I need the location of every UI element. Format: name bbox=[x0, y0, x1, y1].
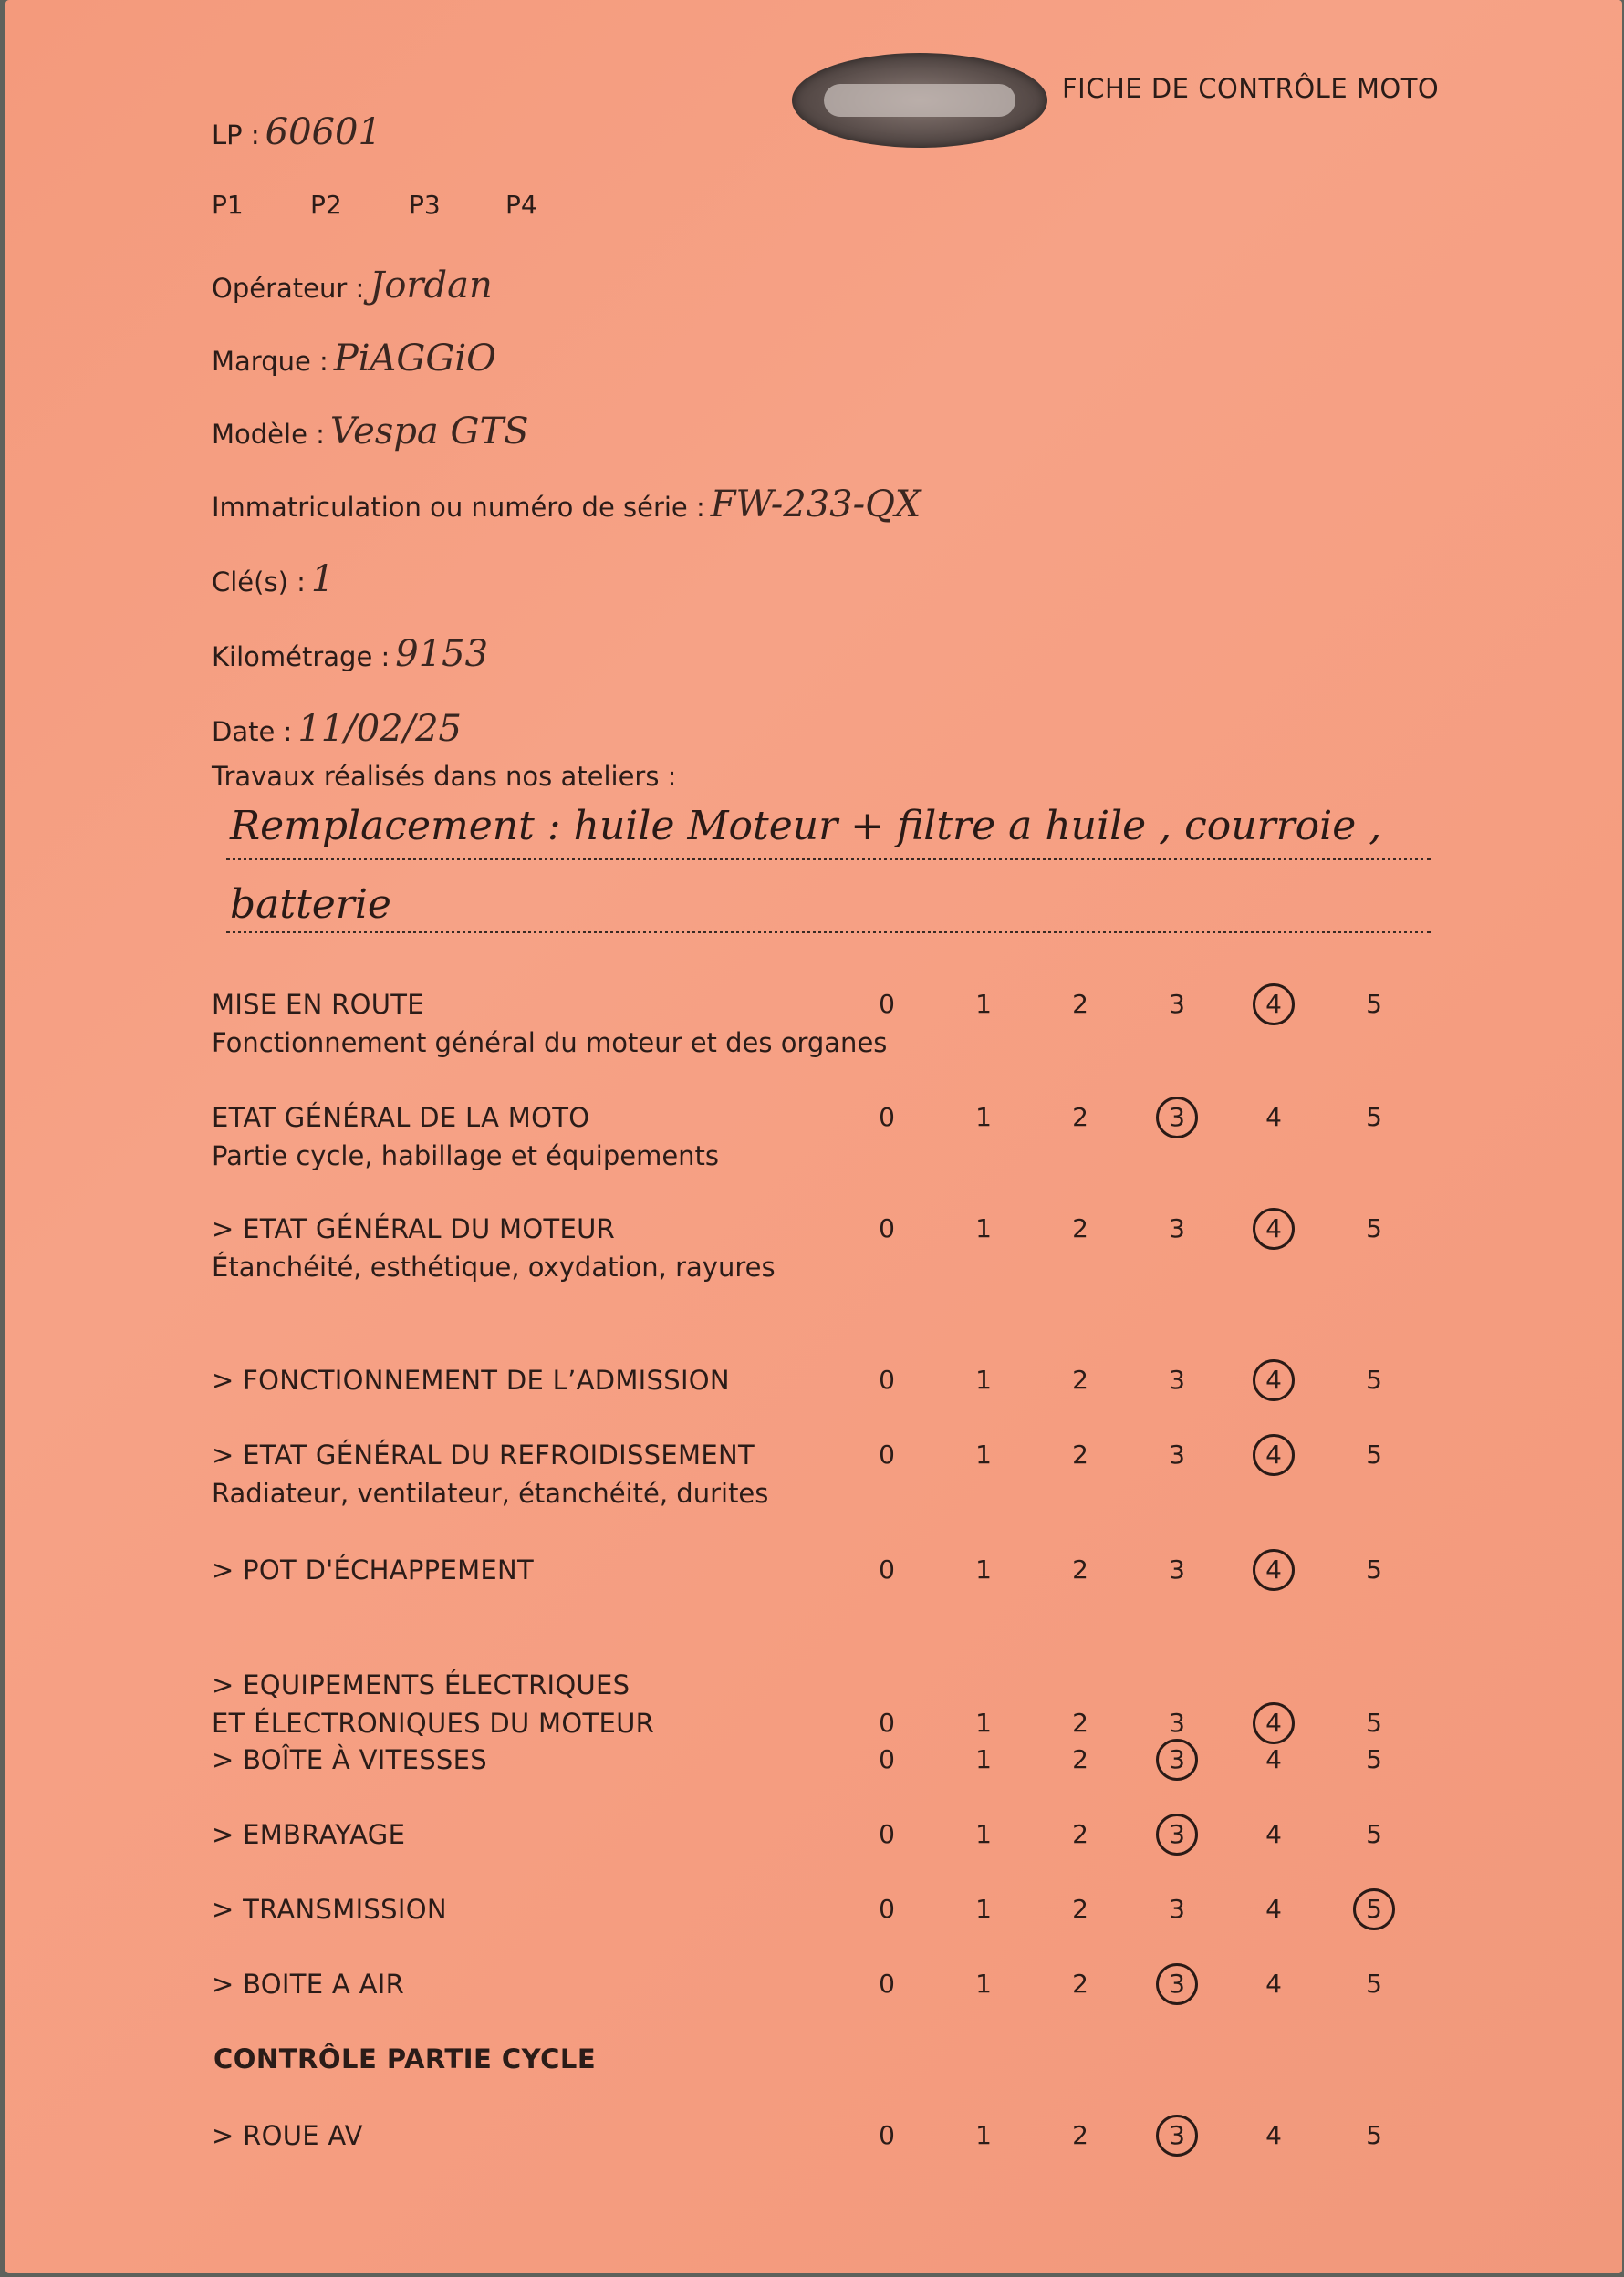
score-3-pot-d-échappement: 3 bbox=[1169, 1554, 1185, 1585]
row-title-boîte-à-vitesses: > BOÎTE À VITESSES bbox=[212, 1744, 487, 1775]
score-4-embrayage: 4 bbox=[1265, 1819, 1282, 1849]
score-3-roue-av: 3 bbox=[1156, 2115, 1198, 2157]
row-title-pot-d-échappement: > POT D'ÉCHAPPEMENT bbox=[212, 1554, 535, 1586]
works-label: Travaux réalisés dans nos ateliers : bbox=[212, 761, 677, 792]
registration-value: FW-233-QX bbox=[710, 483, 921, 525]
score-2-boite-a-air: 2 bbox=[1072, 1969, 1088, 1999]
score-0-fonctionnement-de-l-admission: 0 bbox=[879, 1365, 895, 1395]
score-3-etat-général-du-refroidissement: 3 bbox=[1169, 1440, 1185, 1470]
score-0-roue-av: 0 bbox=[879, 2120, 895, 2150]
score-5-etat-général-de-la-moto: 5 bbox=[1366, 1102, 1382, 1132]
position-p3: P3 bbox=[409, 190, 441, 220]
score-5-transmission: 5 bbox=[1353, 1888, 1395, 1930]
works-line-1: Remplacement : huile Moteur + filtre a huile , courroie , bbox=[230, 803, 1382, 849]
score-5-embrayage: 5 bbox=[1366, 1819, 1382, 1849]
row-title-roue-av: > ROUE AV bbox=[212, 2120, 363, 2151]
row-title-embrayage: > EMBRAYAGE bbox=[212, 1819, 406, 1850]
score-1-pot-d-échappement: 1 bbox=[975, 1554, 992, 1585]
row-subtitle-mise-en-route: Fonctionnement général du moteur et des organes bbox=[212, 1027, 888, 1058]
score-2-pot-d-échappement: 2 bbox=[1072, 1554, 1088, 1585]
score-4-pot-d-échappement: 4 bbox=[1253, 1549, 1295, 1591]
score-3-fonctionnement-de-l-admission: 3 bbox=[1169, 1365, 1185, 1395]
row-title-etat-général-du-refroidissement: > ETAT GÉNÉRAL DU REFROIDISSEMENT bbox=[212, 1440, 755, 1471]
registration-field bbox=[212, 483, 921, 525]
position-p4: P4 bbox=[505, 190, 537, 220]
score-1-boite-a-air: 1 bbox=[975, 1969, 992, 1999]
score-4-equipements-électriques: 4 bbox=[1253, 1702, 1295, 1744]
score-2-boîte-à-vitesses: 2 bbox=[1072, 1744, 1088, 1774]
score-1-embrayage: 1 bbox=[975, 1819, 992, 1849]
date-field bbox=[212, 708, 462, 750]
score-2-equipements-électriques: 2 bbox=[1072, 1708, 1088, 1738]
lp-value: 60601 bbox=[265, 111, 381, 153]
score-3-boîte-à-vitesses: 3 bbox=[1156, 1739, 1198, 1781]
score-5-equipements-électriques: 5 bbox=[1366, 1708, 1382, 1738]
score-3-etat-général-du-moteur: 3 bbox=[1169, 1213, 1185, 1243]
score-5-etat-général-du-refroidissement: 5 bbox=[1366, 1440, 1382, 1470]
score-4-transmission: 4 bbox=[1265, 1894, 1282, 1924]
score-2-embrayage: 2 bbox=[1072, 1819, 1088, 1849]
score-0-transmission: 0 bbox=[879, 1894, 895, 1924]
score-5-roue-av: 5 bbox=[1366, 2120, 1382, 2150]
model-value: Vespa GTS bbox=[329, 411, 529, 452]
score-2-roue-av: 2 bbox=[1072, 2120, 1088, 2150]
position-p1: P1 bbox=[212, 190, 244, 220]
row-subtitle-etat-général-de-la-moto: Partie cycle, habillage et équipements bbox=[212, 1140, 720, 1171]
lp-field bbox=[212, 111, 381, 153]
score-2-mise-en-route: 2 bbox=[1072, 989, 1088, 1019]
score-3-transmission: 3 bbox=[1169, 1894, 1185, 1924]
brand-field bbox=[212, 338, 496, 380]
score-0-etat-général-du-refroidissement: 0 bbox=[879, 1440, 895, 1470]
row-title-etat-général-du-moteur: > ETAT GÉNÉRAL DU MOTEUR bbox=[212, 1213, 616, 1244]
works-dotted-line-1 bbox=[226, 858, 1431, 860]
score-1-equipements-électriques: 1 bbox=[975, 1708, 992, 1738]
score-3-boite-a-air: 3 bbox=[1156, 1963, 1198, 2005]
model-label: Modèle : bbox=[212, 419, 325, 450]
score-4-etat-général-de-la-moto: 4 bbox=[1265, 1102, 1282, 1132]
score-5-fonctionnement-de-l-admission: 5 bbox=[1366, 1365, 1382, 1395]
row-title-transmission: > TRANSMISSION bbox=[212, 1894, 447, 1925]
mileage-value: 9153 bbox=[395, 633, 489, 675]
date-value: 11/02/25 bbox=[297, 708, 462, 750]
score-3-embrayage: 3 bbox=[1156, 1814, 1198, 1856]
score-2-fonctionnement-de-l-admission: 2 bbox=[1072, 1365, 1088, 1395]
score-0-etat-général-du-moteur: 0 bbox=[879, 1213, 895, 1243]
score-5-pot-d-échappement: 5 bbox=[1366, 1554, 1382, 1585]
score-1-etat-général-du-moteur: 1 bbox=[975, 1213, 992, 1243]
score-3-equipements-électriques: 3 bbox=[1169, 1708, 1185, 1738]
works-line-2: batterie bbox=[230, 881, 391, 928]
score-0-etat-général-de-la-moto: 0 bbox=[879, 1102, 895, 1132]
works-dotted-line-2 bbox=[226, 931, 1431, 933]
score-4-mise-en-route: 4 bbox=[1253, 983, 1295, 1025]
score-0-boîte-à-vitesses: 0 bbox=[879, 1744, 895, 1774]
score-4-etat-général-du-refroidissement: 4 bbox=[1253, 1434, 1295, 1476]
row-title-mise-en-route: MISE EN ROUTE bbox=[212, 989, 424, 1020]
score-0-boite-a-air: 0 bbox=[879, 1969, 895, 1999]
row-title-boite-a-air: > BOITE A AIR bbox=[212, 1969, 405, 2000]
score-1-fonctionnement-de-l-admission: 1 bbox=[975, 1365, 992, 1395]
score-4-etat-général-du-moteur: 4 bbox=[1253, 1208, 1295, 1250]
row-subtitle-etat-général-du-moteur: Étanchéité, esthétique, oxydation, rayures bbox=[212, 1252, 776, 1283]
score-4-boite-a-air: 4 bbox=[1265, 1969, 1282, 1999]
brand-value: PiAGGiO bbox=[333, 338, 496, 380]
keys-label: Clé(s) : bbox=[212, 567, 306, 598]
row-title-equipements-électriques: > EQUIPEMENTS ÉLECTRIQUES bbox=[212, 1669, 630, 1700]
score-3-etat-général-de-la-moto: 3 bbox=[1156, 1097, 1198, 1138]
score-2-etat-général-du-moteur: 2 bbox=[1072, 1213, 1088, 1243]
row-subtitle-etat-général-du-refroidissement: Radiateur, ventilateur, étanchéité, durites bbox=[212, 1478, 769, 1509]
score-5-boite-a-air: 5 bbox=[1366, 1969, 1382, 1999]
row-title-fonctionnement-de-l-admission: > FONCTIONNEMENT DE L’ADMISSION bbox=[212, 1365, 730, 1396]
score-1-etat-général-du-refroidissement: 1 bbox=[975, 1440, 992, 1470]
score-3-mise-en-route: 3 bbox=[1169, 989, 1185, 1019]
score-5-boîte-à-vitesses: 5 bbox=[1366, 1744, 1382, 1774]
score-1-boîte-à-vitesses: 1 bbox=[975, 1744, 992, 1774]
row-title-2-equipements-électriques: ET ÉLECTRONIQUES DU MOTEUR bbox=[212, 1708, 655, 1739]
operator-label: Opérateur : bbox=[212, 273, 365, 304]
brand-label: Marque : bbox=[212, 346, 328, 377]
score-0-equipements-électriques: 0 bbox=[879, 1708, 895, 1738]
score-1-etat-général-de-la-moto: 1 bbox=[975, 1102, 992, 1132]
row-title-etat-général-de-la-moto: ETAT GÉNÉRAL DE LA MOTO bbox=[212, 1102, 590, 1133]
score-0-mise-en-route: 0 bbox=[879, 989, 895, 1019]
model-field bbox=[212, 411, 529, 452]
score-2-etat-général-du-refroidissement: 2 bbox=[1072, 1440, 1088, 1470]
score-5-etat-général-du-moteur: 5 bbox=[1366, 1213, 1382, 1243]
control-sheet bbox=[5, 0, 1622, 2273]
score-4-roue-av: 4 bbox=[1265, 2120, 1282, 2150]
keys-field bbox=[212, 558, 334, 600]
score-5-mise-en-route: 5 bbox=[1366, 989, 1382, 1019]
score-4-boîte-à-vitesses: 4 bbox=[1265, 1744, 1282, 1774]
score-0-embrayage: 0 bbox=[879, 1819, 895, 1849]
score-2-etat-général-de-la-moto: 2 bbox=[1072, 1102, 1088, 1132]
date-label: Date : bbox=[212, 716, 293, 747]
mileage-field bbox=[212, 633, 488, 675]
position-p2: P2 bbox=[310, 190, 342, 220]
score-1-transmission: 1 bbox=[975, 1894, 992, 1924]
score-1-mise-en-route: 1 bbox=[975, 989, 992, 1019]
section-cycle-title: CONTRÔLE PARTIE CYCLE bbox=[213, 2043, 597, 2074]
registration-label: Immatriculation ou numéro de série : bbox=[212, 492, 705, 523]
keys-value: 1 bbox=[310, 558, 335, 600]
score-2-transmission: 2 bbox=[1072, 1894, 1088, 1924]
operator-field bbox=[212, 265, 493, 307]
mileage-label: Kilométrage : bbox=[212, 641, 390, 672]
score-0-pot-d-échappement: 0 bbox=[879, 1554, 895, 1585]
lp-label: LP : bbox=[212, 120, 260, 151]
score-1-roue-av: 1 bbox=[975, 2120, 992, 2150]
score-4-fonctionnement-de-l-admission: 4 bbox=[1253, 1359, 1295, 1401]
operator-value: Jordan bbox=[370, 265, 493, 307]
form-title: FICHE DE CONTRÔLE MOTO bbox=[1062, 73, 1440, 104]
company-logo bbox=[792, 53, 1047, 148]
